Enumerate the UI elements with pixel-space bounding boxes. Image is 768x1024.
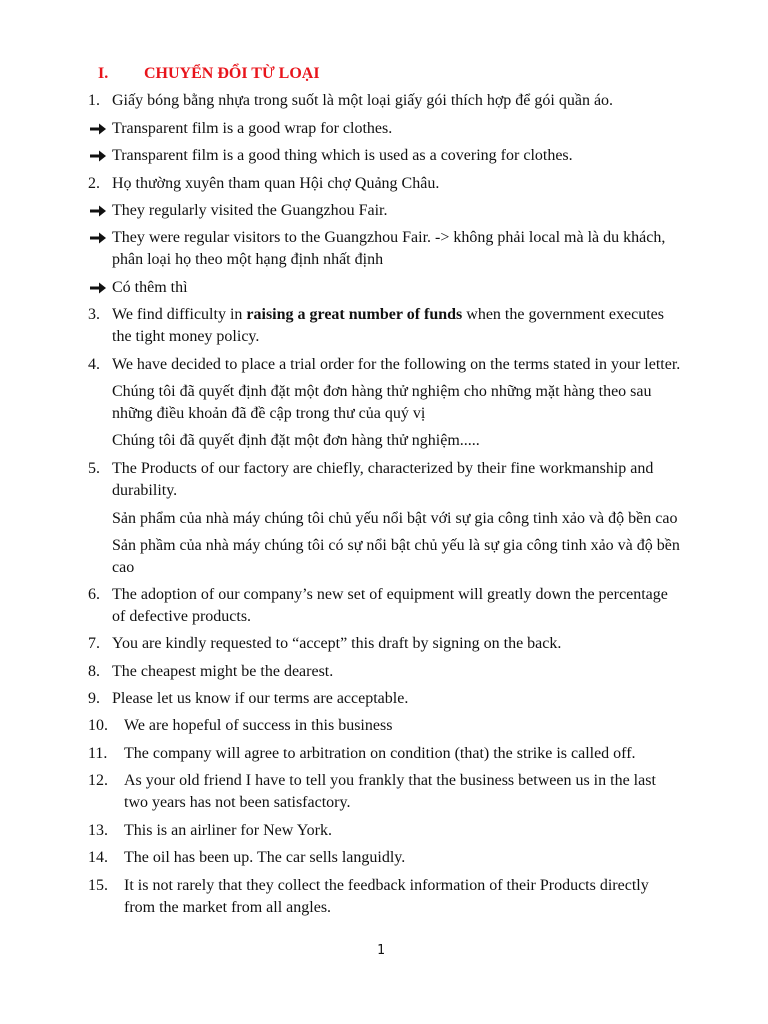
arrow-item-text: phân loại họ theo một hạng định nhất định — [112, 251, 384, 268]
list-item-text: This is an airliner for New York. — [124, 822, 332, 839]
list-item-text: It is not rarely that they collect the feedback information of their Products directly — [124, 877, 649, 894]
list-number: 5. — [88, 460, 100, 477]
list-item-text: durability. — [112, 482, 178, 499]
list-item-text: The oil has been up. The car sells languidly. — [124, 849, 406, 866]
list-item-text: Họ thường xuyên tham quan Hội chợ Quảng Châu. — [112, 175, 440, 192]
paragraph-text: cao — [112, 559, 135, 576]
list-item-text: of defective products. — [112, 608, 252, 625]
list-item-text: from the market from all angles. — [124, 899, 332, 916]
list-number: 11. — [88, 745, 108, 762]
list-number: 9. — [88, 690, 100, 707]
paragraph-text: Chúng tôi đã quyết định đặt một đơn hàng thử nghiệm..... — [112, 432, 480, 449]
list-number: 13. — [88, 822, 108, 839]
list-number: 1. — [88, 92, 100, 109]
list-item-text: The Products of our factory are chiefly, characterized by their fine workmanship and — [112, 460, 654, 477]
list-item-text: We have decided to place a trial order for the following on the terms stated in your letter. — [112, 356, 681, 373]
list-item-text: the tight money policy. — [112, 328, 260, 345]
list-number: 8. — [88, 663, 100, 680]
list-number: 14. — [88, 849, 108, 866]
arrow-right-icon — [89, 149, 107, 163]
arrow-right-icon — [89, 281, 107, 295]
page-number: 1 — [377, 943, 385, 958]
list-number: 10. — [88, 717, 108, 734]
list-number: 2. — [88, 175, 100, 192]
arrow-item-text: Transparent film is a good wrap for clothes. — [112, 120, 393, 137]
bold-phrase: raising a great number of funds — [246, 306, 463, 323]
list-item-text — [112, 304, 664, 326]
list-number: 3. — [88, 306, 100, 323]
paragraph-text: Sản phầm của nhà máy chúng tôi có sự nổi bật chủ yếu là sự gia công tinh xảo và độ bền — [112, 537, 680, 554]
list-item-text: The company will agree to arbitration on condition (that) the strike is called off. — [124, 745, 636, 762]
list-number: 15. — [88, 877, 108, 894]
arrow-item-text: They were regular visitors to the Guangzhou Fair. -> không phải local mà là du khách, — [112, 229, 666, 246]
list-item-text: The adoption of our company’s new set of equipment will greatly down the percentage — [112, 586, 668, 603]
list-item-text: As your old friend I have to tell you frankly that the business between us in the last — [124, 772, 656, 789]
arrow-item-text: Có thêm thì — [112, 279, 188, 296]
text-run: We find difficulty in — [112, 306, 247, 323]
arrow-right-icon — [89, 231, 107, 245]
list-number: 4. — [88, 356, 100, 373]
paragraph-text: những điều khoản đã đề cập trong thư của quý vị — [112, 405, 426, 422]
section-heading — [98, 64, 320, 84]
list-item-text: two years has not been satisfactory. — [124, 794, 351, 811]
list-item-text: We are hopeful of success in this business — [124, 717, 393, 734]
list-item-text: The cheapest might be the dearest. — [112, 663, 334, 680]
arrow-right-icon — [89, 204, 107, 218]
list-item-text: Giấy bóng bằng nhựa trong suốt là một loại giấy gói thích hợp để gói quần áo. — [112, 92, 614, 109]
arrow-item-text: They regularly visited the Guangzhou Fair. — [112, 202, 388, 219]
list-item-text: Please let us know if our terms are acceptable. — [112, 690, 409, 707]
arrow-item-text: Transparent film is a good thing which is used as a covering for clothes. — [112, 147, 573, 164]
paragraph-text: Chúng tôi đã quyết định đặt một đơn hàng thử nghiệm cho những mặt hàng theo sau — [112, 383, 652, 400]
section-title: CHUYỂN ĐỔI TỪ LOẠI — [144, 65, 320, 82]
list-number: 7. — [88, 635, 100, 652]
paragraph-text: Sản phẩm của nhà máy chúng tôi chủ yếu nổi bật với sự gia công tinh xảo và độ bền cao — [112, 510, 678, 527]
arrow-right-icon — [89, 122, 107, 136]
list-item-text: You are kindly requested to “accept” this draft by signing on the back. — [112, 635, 562, 652]
list-number: 6. — [88, 586, 100, 603]
text-run: when the government executes — [462, 306, 664, 323]
list-number: 12. — [88, 772, 108, 789]
section-number: I. — [98, 65, 109, 82]
